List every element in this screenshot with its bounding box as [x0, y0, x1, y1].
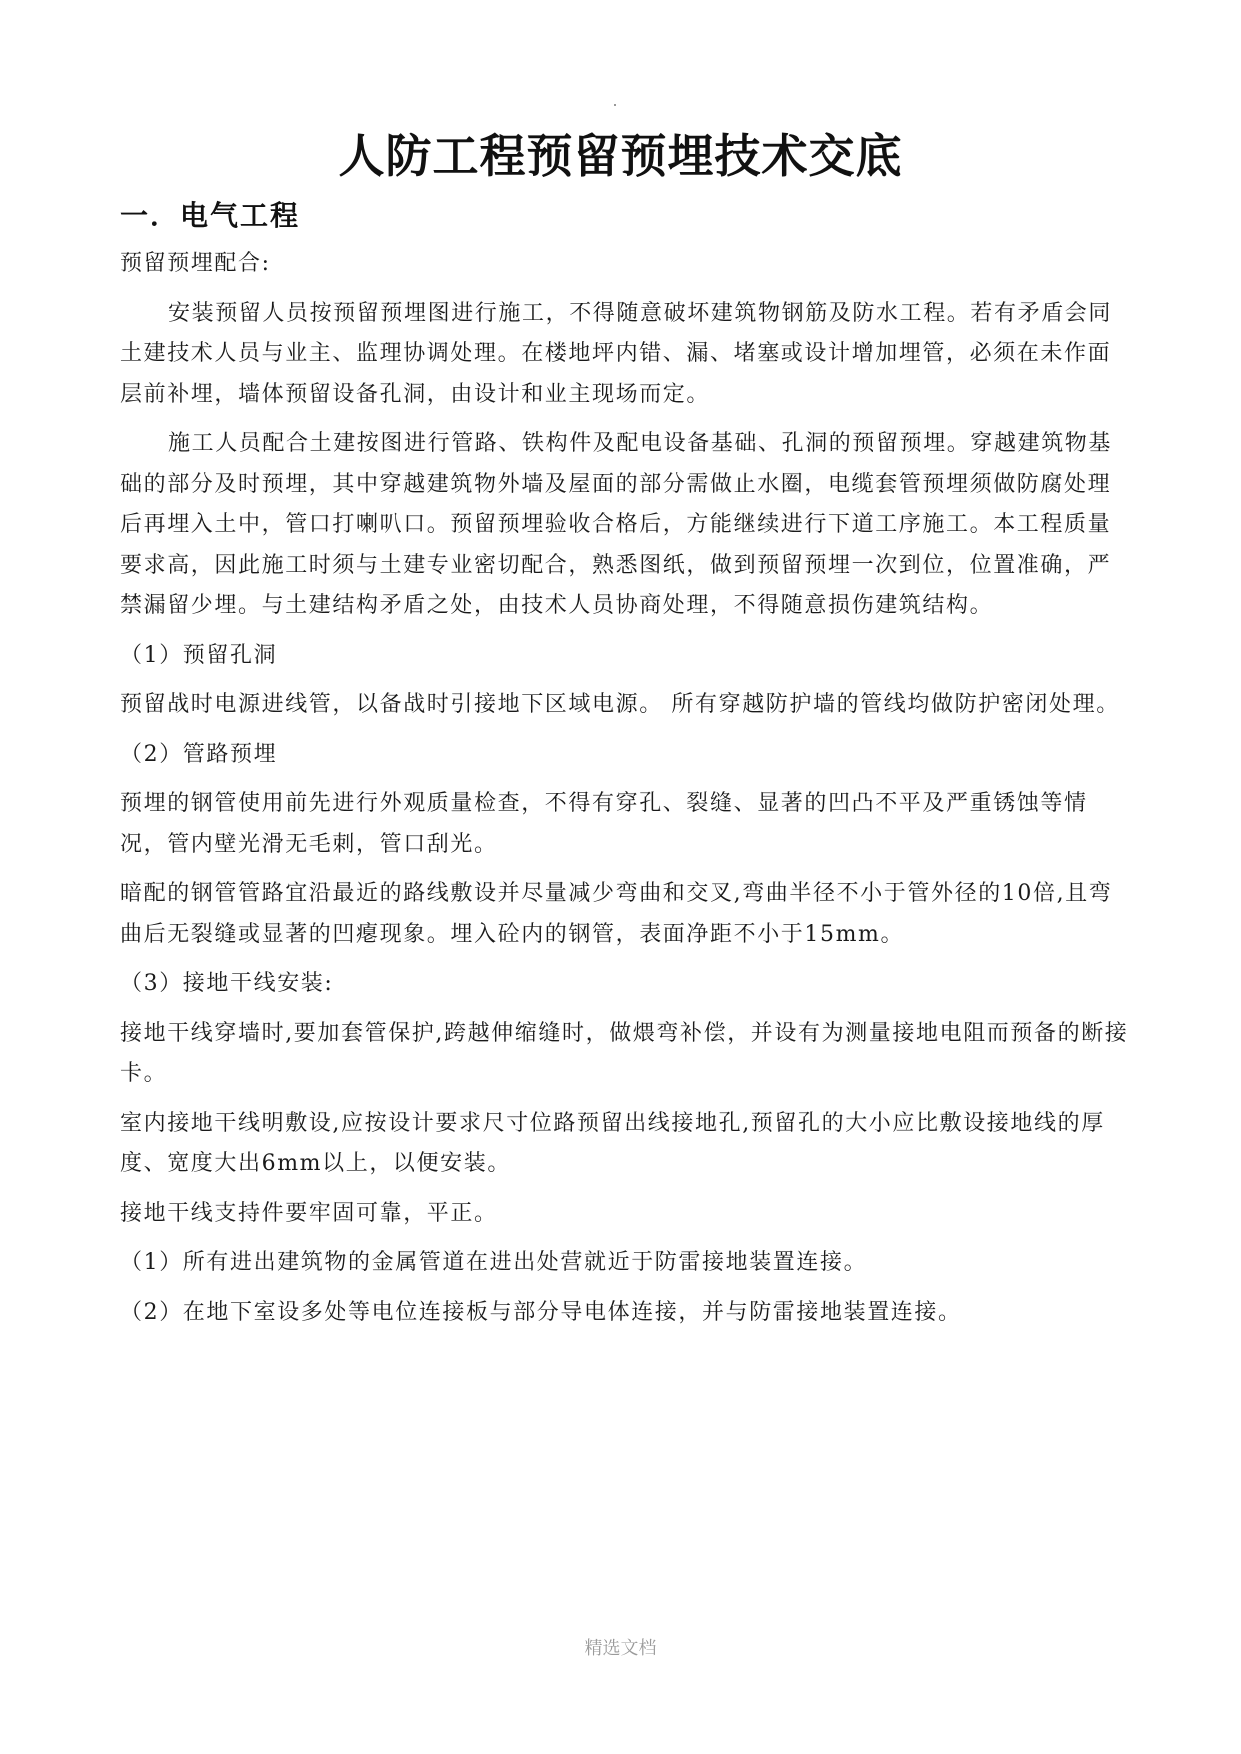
- section-heading: 一．电气工程: [120, 199, 301, 232]
- decorative-dot: [614, 104, 616, 106]
- paragraph-subheading: （2）管路预埋: [120, 741, 278, 767]
- paragraph: 暗配的钢管管路宜沿最近的路线敷设并尽量减少弯曲和交叉,弯曲半径不小于管外径的10倍,且弯曲后无裂缝或显著的凹瘪现象。埋入砼内的钢管，表面净距不小于15mm。: [120, 881, 1113, 947]
- document-body: [120, 244, 1130, 1342]
- paragraph: 预埋的钢管使用前先进行外观质量检查，不得有穿孔、裂缝、显著的凹凸不平及严重锈蚀等情况，管内壁光滑无毛刺，管口刮光。: [120, 791, 1088, 857]
- paragraph: 预留战时电源进线管，以备战时引接地下区域电源。 所有穿越防护墙的管线均做防护密闭处理。: [120, 692, 1120, 717]
- paragraph-subheading: （3）接地干线安装:: [120, 971, 334, 996]
- page-footer: 精选文档: [584, 1638, 657, 1659]
- list-item: （1）所有进出建筑物的金属管道在进出处营就近于防雷接地装置连接。: [120, 1250, 868, 1275]
- paragraph-subheading: 预留预埋配合:: [120, 251, 271, 276]
- paragraph: 室内接地干线明敷设,应按设计要求尺寸位路预留出线接地孔,预留孔的大小应比敷设接地线的厚度、宽度大出6mm以上，以便安装。: [120, 1110, 1105, 1176]
- paragraph: 安装预留人员按预留预埋图进行施工，不得随意破坏建筑物钢筋及防水工程。若有矛盾会同土建技术人员与业主、监理协调处理。在楼地坪内错、漏、堵塞或设计增加埋管，必须在未作面层前补埋，墙体预留设备孔洞，由设计和业主现场而定。: [120, 300, 1113, 407]
- list-item: （2）在地下室设多处等电位连接板与部分导电体连接，并与防雷接地装置连接。: [120, 1299, 962, 1325]
- document-title: 人防工程预留预埋技术交底: [338, 129, 903, 183]
- paragraph: 施工人员配合土建按图进行管路、铁构件及配电设备基础、孔洞的预留预埋。穿越建筑物基础的部分及时预埋，其中穿越建筑物外墙及屋面的部分需做止水圈，电缆套管预埋须做防腐处理后再埋入土中，管口打喇叭口。预留预埋验收合格后，方能继续进行下道工序施工。本工程质量要求高，因此施工时须与土建专业密切配合，熟悉图纸，做到预留预埋一次到位，位置准确，严禁漏留少埋。与土建结构矛盾之处，由技术人员协商处理，不得随意损伤建筑结构。: [120, 431, 1113, 618]
- paragraph: 接地干线穿墙时,要加套管保护,跨越伸缩缝时，做煨弯补偿，并设有为测量接地电阻而预备的断接卡。: [120, 1020, 1129, 1086]
- paragraph-subheading: （1）预留孔洞: [120, 642, 278, 668]
- paragraph: 接地干线支持件要牢固可靠，平正。: [120, 1200, 498, 1226]
